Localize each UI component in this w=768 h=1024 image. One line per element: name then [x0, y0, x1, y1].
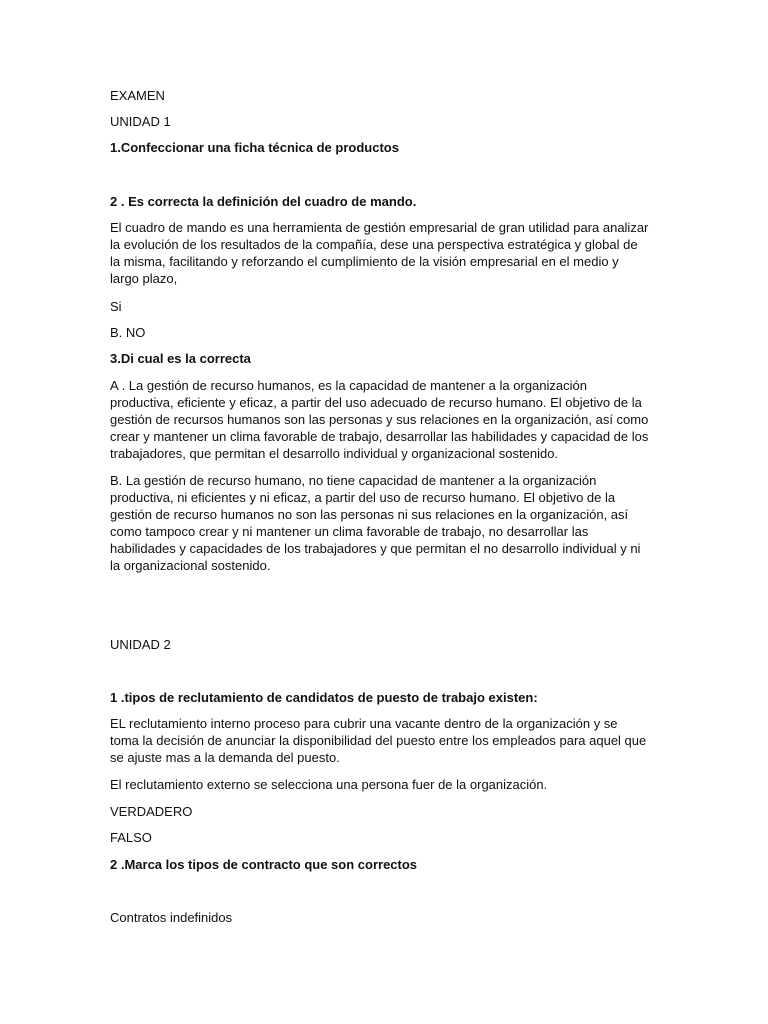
question-1-2-text: El cuadro de mando es una herramienta de gestión empresarial de gran utilidad para analizar la evolución de los resultados de la compañía, dese una perspectiva estratégica y global de la misma, facilitando y reforzando el cumplimiento de la visión empresarial en el medio y largo plazo, [110, 220, 649, 286]
exam-title: EXAMEN [110, 88, 165, 103]
question-2-2-option-1: Contratos indefinidos [110, 910, 233, 925]
question-1-3-option-b: B. La gestión de recurso humano, no tiene capacidad de mantener a la organización productiva, ni eficientes y ni eficaz, a partir del uso de recurso humano. El objetivo de la gestión de recurso humanos no son las personas ni sus relaciones en la organización, así como tampoco crear y ni mantener un clima favorable de trabajo, no desarrollar las habilidades y capacidades de los trabajadores y que permitan el no desarrollo individual y ni la organizacional sostenido. [110, 473, 641, 573]
question-2-2: 2 .Marca los tipos de contracto que son correctos [110, 857, 418, 872]
question-1-1: 1.Confeccionar una ficha técnica de productos [110, 140, 399, 155]
question-2-1-option-true: VERDADERO [110, 804, 193, 819]
question-2-1-external-text: El reclutamiento externo se selecciona una persona fuer de la organización. [110, 777, 548, 792]
question-1-2-option-a: Si [110, 299, 122, 314]
question-2-1-option-false: FALSO [110, 830, 152, 845]
question-1-3: 3.Di cual es la correcta [110, 351, 251, 366]
question-2-1: 1 .tipos de reclutamiento de candidatos de puesto de trabajo existen: [110, 690, 538, 705]
unit-1-heading: UNIDAD 1 [110, 114, 171, 129]
question-1-2-option-b: B. NO [110, 325, 146, 340]
question-1-3-option-a: A . La gestión de recurso humanos, es la capacidad de mantener a la organización productiva, eficiente y eficaz, a partir del uso adecuado de recurso humano. El objetivo de la gestión de recursos humanos son las personas y sus relaciones en la organización, así como crear y mantener un clima favorable de trabajo, desarrollar las habilidades y capacidad de los trabajadores, que permitan el desarrollo individual y organizacional sostenido. [110, 378, 649, 461]
unit-2-heading: UNIDAD 2 [110, 637, 171, 652]
question-1-2: 2 . Es correcta la definición del cuadro de mando. [110, 194, 417, 209]
question-2-1-internal-text: EL reclutamiento interno proceso para cubrir una vacante dentro de la organización y se toma la decisión de anunciar la disponibilidad del puesto entre los empleados para aquel que se ajuste mas a la demanda del puesto. [110, 716, 647, 765]
